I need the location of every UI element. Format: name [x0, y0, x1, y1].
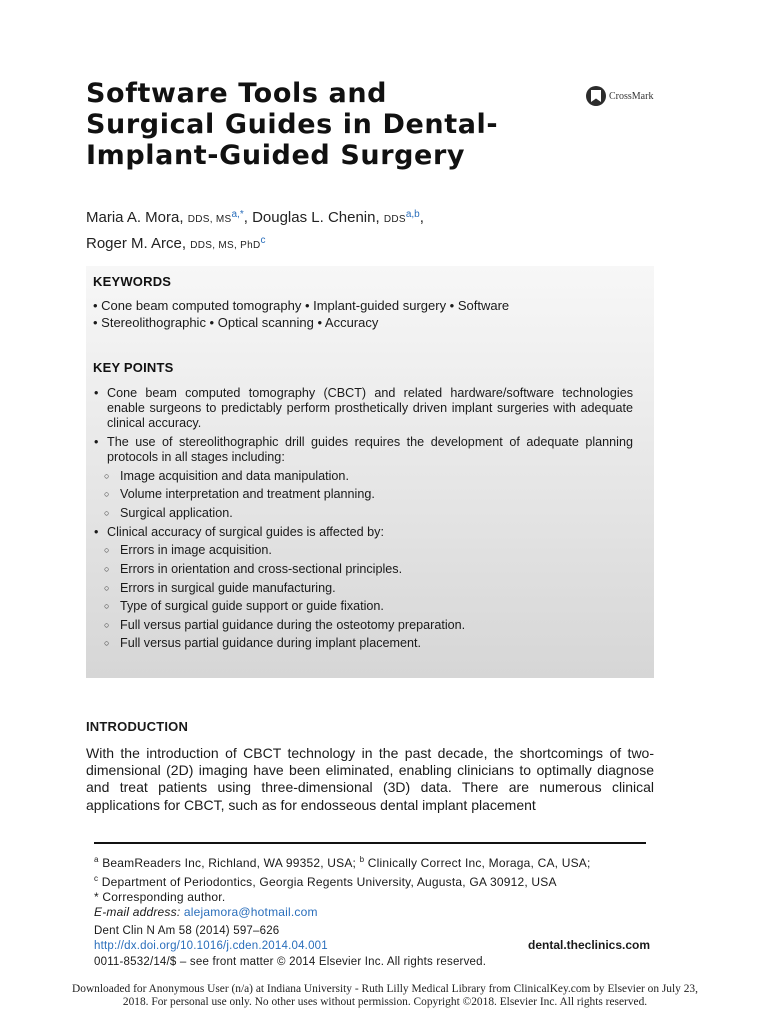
doi-link[interactable]: http://dx.doi.org/10.1016/j.cden.2014.04.001	[94, 940, 328, 953]
footnote-divider	[94, 842, 646, 844]
author-list	[86, 204, 686, 256]
author-separator: ,	[243, 209, 253, 226]
journal-website-link[interactable]: dental.theclinics.com	[528, 938, 651, 952]
author-degrees: DDS	[383, 214, 406, 225]
article-title-line-2: Surgical Guides in Dental-	[86, 109, 499, 140]
affiliation-mark: b	[359, 855, 365, 864]
crossmark-label: CrossMark	[609, 90, 654, 102]
key-point-subitem: ○ Type of surgical guide support or guide fixation.	[93, 599, 633, 614]
crossmark-badge[interactable]	[586, 86, 653, 106]
author-affiliation-link[interactable]: a,b	[405, 209, 420, 220]
crossmark-icon	[586, 86, 606, 106]
key-point-item: • Cone beam computed tomography (CBCT) and related hardware/software technologies enable surgeons to predictably perform prosthetically driven implant surgeries with adequate clinical accuracy.	[93, 386, 633, 431]
key-point-subitem: ○ Surgical application.	[93, 506, 633, 521]
author-separator: ,	[419, 209, 424, 226]
affiliation-mark: a	[94, 855, 99, 864]
keywords-line: • Cone beam computed tomography • Implant-guided surgery • Software	[93, 298, 510, 313]
key-point-subitem: ○ Errors in surgical guide manufacturing.	[93, 581, 633, 596]
email-line	[94, 905, 646, 920]
affiliation-text: BeamReaders Inc, Richland, WA 99352, USA;	[98, 856, 360, 870]
key-point-subitem: ○ Full versus partial guidance during implant placement.	[93, 636, 633, 651]
author-name: Douglas L. Chenin,	[252, 209, 380, 226]
keywords-heading: KEYWORDS	[93, 274, 172, 289]
download-notice-line: Downloaded for Anonymous User (n/a) at Indiana University - Ruth Lilly Medical Library from ClinicalKey.com by Elsevier on July 23,	[72, 983, 698, 995]
email-label: E-mail address:	[94, 905, 181, 919]
download-notice-line: 2018. For personal use only. No other uses without permission. Copyright ©2018. Elsevier Inc. All rights reserved.	[122, 996, 648, 1008]
affiliation-mark: c	[94, 874, 99, 883]
key-points-heading: KEY POINTS	[93, 360, 174, 375]
download-notice	[40, 983, 730, 1009]
affiliation-line	[94, 852, 646, 871]
article-title	[86, 78, 556, 171]
affiliation-text: Department of Periodontics, Georgia Regents University, Augusta, GA 30912, USA	[98, 875, 557, 889]
author-degrees: DDS, MS	[187, 214, 232, 225]
introduction-heading: INTRODUCTION	[86, 719, 189, 734]
key-point-subitem: ○ Full versus partial guidance during the osteotomy preparation.	[93, 618, 633, 633]
keywords-line: • Stereolithographic • Optical scanning • Accuracy	[93, 315, 379, 330]
article-title-line-1: Software Tools and	[86, 78, 388, 109]
introduction-paragraph: With the introduction of CBCT technology in the past decade, the shortcomings of two-dimensional (2D) imaging have been eliminated, enabling clinicians to optimally diagnose and treat patients using three-dimensional (3D) data. There are numerous clinical applications for CBCT, such as for endosseous dental implant placement	[86, 745, 654, 813]
author-affiliation-link[interactable]: a,*	[231, 209, 244, 220]
email-link[interactable]: alejamora@hotmail.com	[183, 905, 318, 919]
article-title-line-3: Implant-Guided Surgery	[86, 140, 466, 171]
issn-copyright: 0011-8532/14/$ – see front matter © 2014 Elsevier Inc. All rights reserved.	[94, 955, 487, 968]
author-name: Maria A. Mora,	[86, 209, 184, 226]
corresponding-author-note: * Corresponding author.	[94, 890, 226, 904]
keywords-keypoints-box	[86, 266, 654, 678]
key-point-item: • Clinical accuracy of surgical guides is affected by:	[93, 525, 633, 540]
author-affiliation-link[interactable]: c	[260, 235, 266, 246]
author-degrees: DDS, MS, PhD	[190, 240, 261, 251]
key-points-list	[93, 386, 633, 651]
affiliation-text: Clinically Correct Inc, Moraga, CA, USA;	[364, 856, 591, 870]
key-point-subitem: ○ Errors in image acquisition.	[93, 543, 633, 558]
key-point-subitem: ○ Errors in orientation and cross-sectional principles.	[93, 562, 633, 577]
key-point-item: • The use of stereolithographic drill guides requires the development of adequate planning protocols in all stages including:	[93, 435, 633, 465]
journal-reference: Dent Clin N Am 58 (2014) 597–626	[94, 925, 280, 937]
affiliation-footnotes	[94, 852, 646, 920]
affiliation-line	[94, 871, 646, 890]
key-point-subitem: ○ Volume interpretation and treatment planning.	[93, 487, 633, 502]
author-name: Roger M. Arce,	[86, 235, 187, 252]
key-point-subitem: ○ Image acquisition and data manipulation.	[93, 469, 633, 484]
